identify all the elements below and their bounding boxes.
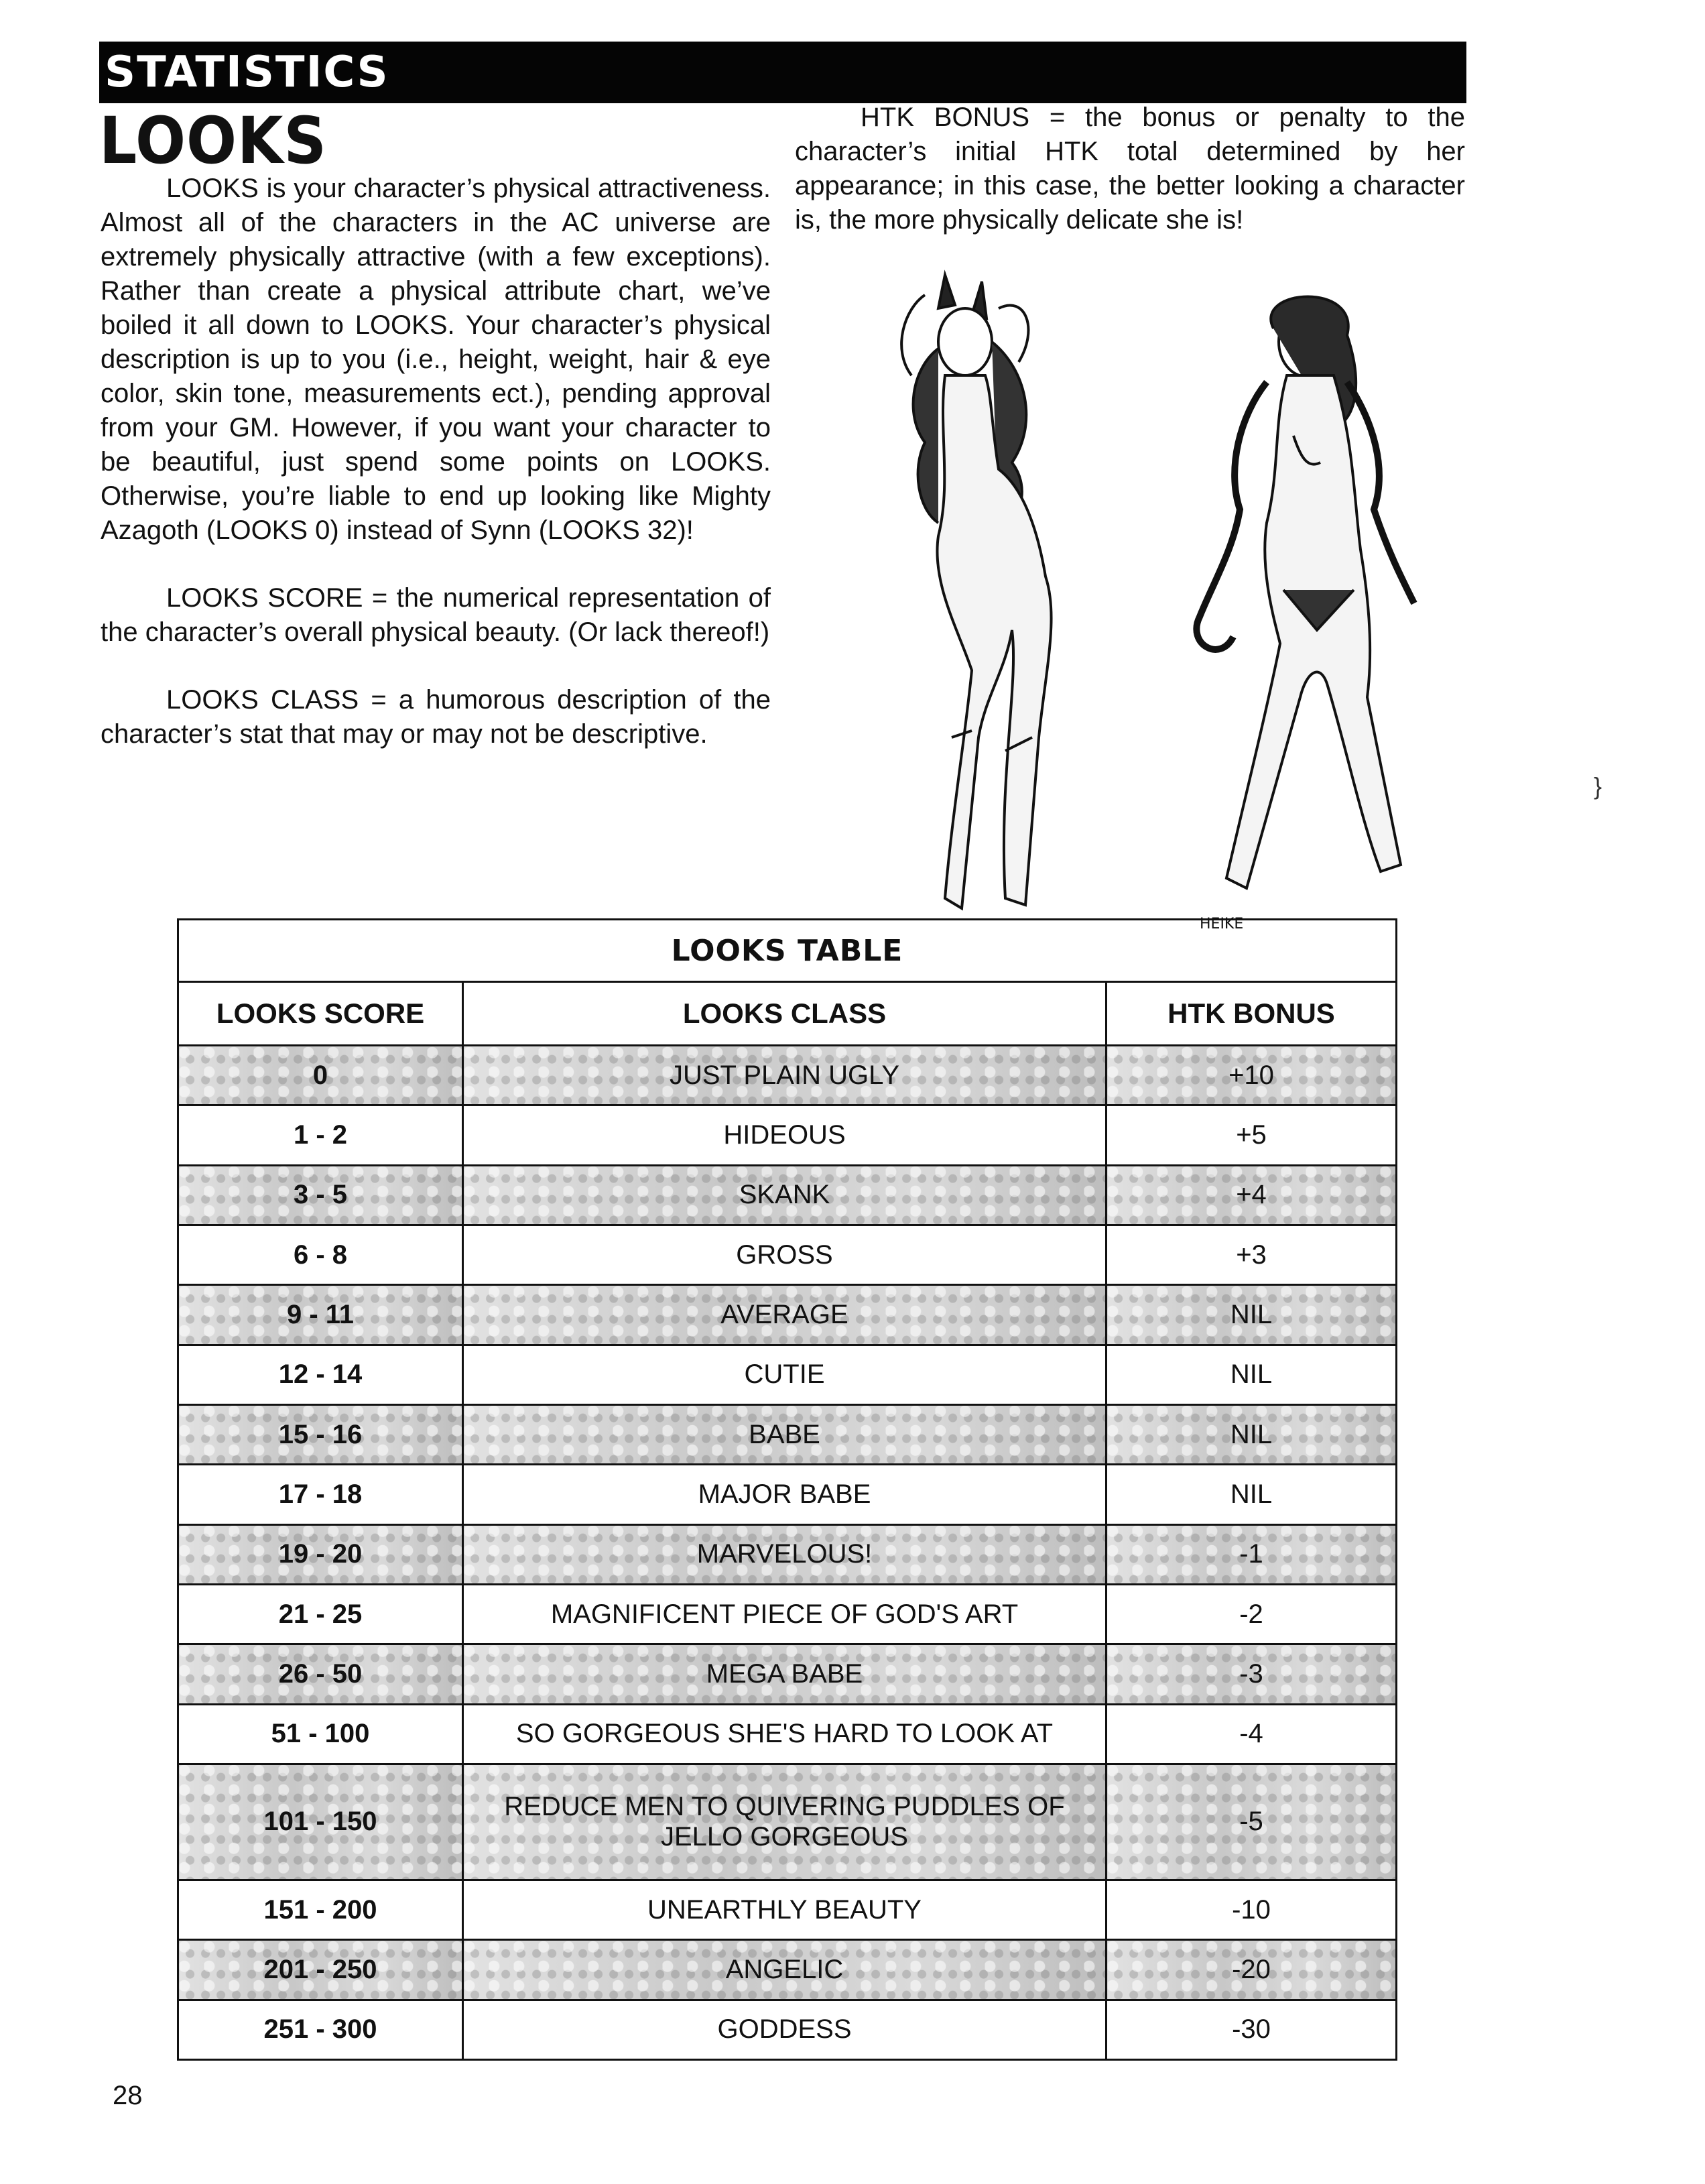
looks-score-cell: 19 - 20	[178, 1524, 463, 1584]
htk-bonus-cell: +3	[1107, 1225, 1397, 1284]
looks-class-cell: MAJOR BABE	[463, 1465, 1107, 1524]
looks-class-definition: LOOKS CLASS = a humorous description of the character’s stat that may or may not be descriptive.	[101, 685, 771, 749]
looks-class-cell: REDUCE MEN TO QUIVERING PUDDLES OF JELLO GORGEOUS	[463, 1764, 1107, 1880]
table-row	[178, 1764, 1397, 1880]
htk-bonus-cell: NIL	[1107, 1345, 1397, 1404]
header-htk-bonus: HTK BONUS	[1107, 982, 1397, 1046]
looks-score-cell: 15 - 16	[178, 1404, 463, 1464]
table-row	[178, 1704, 1397, 1764]
looks-class-cell: AVERAGE	[463, 1285, 1107, 1345]
looks-class-cell: HIDEOUS	[463, 1105, 1107, 1165]
htk-bonus-cell: -2	[1107, 1584, 1397, 1644]
table-row	[178, 1285, 1397, 1345]
htk-bonus-cell: +5	[1107, 1105, 1397, 1165]
looks-score-cell: 3 - 5	[178, 1165, 463, 1225]
looks-class-cell: GROSS	[463, 1225, 1107, 1284]
table-row	[178, 1225, 1397, 1284]
looks-class-cell: MEGA BABE	[463, 1644, 1107, 1704]
artist-signature: HEIKE	[1200, 916, 1244, 932]
looks-score-cell: 251 - 300	[178, 2000, 463, 2059]
page-title: LOOKS	[99, 103, 327, 178]
table-row	[178, 1046, 1397, 1105]
margin-mark: }	[1594, 772, 1602, 800]
looks-class-cell: ANGELIC	[463, 1940, 1107, 2000]
htk-bonus-cell: +4	[1107, 1165, 1397, 1225]
figure-right	[1196, 297, 1414, 889]
htk-bonus-cell: -1	[1107, 1524, 1397, 1584]
looks-table	[177, 918, 1395, 2061]
banner-title: STATISTICS	[105, 48, 389, 97]
htk-bonus-cell: +10	[1107, 1046, 1397, 1105]
htk-bonus-cell: NIL	[1107, 1465, 1397, 1524]
looks-class-cell: UNEARTHLY BEAUTY	[463, 1880, 1107, 1940]
table-row	[178, 1524, 1397, 1584]
table-row	[178, 1404, 1397, 1464]
table-title: LOOKS TABLE	[178, 920, 1397, 982]
header-looks-score: LOOKS SCORE	[178, 982, 463, 1046]
looks-score-cell: 26 - 50	[178, 1644, 463, 1704]
looks-score-cell: 17 - 18	[178, 1465, 463, 1524]
looks-score-cell: 101 - 150	[178, 1764, 463, 1880]
looks-class-cell: MAGNIFICENT PIECE OF GOD'S ART	[463, 1584, 1107, 1644]
header-looks-class: LOOKS CLASS	[463, 982, 1107, 1046]
htk-text-column	[795, 101, 1465, 271]
looks-score-cell: 12 - 14	[178, 1345, 463, 1404]
htk-bonus-cell: -30	[1107, 2000, 1397, 2059]
looks-class-cell: MARVELOUS!	[463, 1524, 1107, 1584]
htk-bonus-cell: -20	[1107, 1940, 1397, 2000]
htk-bonus-definition: HTK BONUS = the bonus or penalty to the character’s initial HTK total determined by her appearance; in this case, the better looking a character is, the more physically delicate she is!	[795, 103, 1465, 235]
section-banner	[99, 42, 1466, 103]
looks-class-cell: SKANK	[463, 1165, 1107, 1225]
looks-score-cell: 151 - 200	[178, 1880, 463, 1940]
htk-bonus-cell: -4	[1107, 1704, 1397, 1764]
table-row	[178, 2000, 1397, 2059]
page-number: 28	[113, 2081, 143, 2110]
table-row	[178, 1105, 1397, 1165]
looks-class-cell: CUTIE	[463, 1345, 1107, 1404]
table-row	[178, 1345, 1397, 1404]
looks-score-definition: LOOKS SCORE = the numerical representation of the character’s overall physical beauty. (Or lack thereof!)	[101, 583, 771, 647]
table-row	[178, 1465, 1397, 1524]
looks-class-cell: GODDESS	[463, 2000, 1107, 2059]
looks-class-cell: BABE	[463, 1404, 1107, 1464]
htk-bonus-cell: -3	[1107, 1644, 1397, 1704]
looks-score-cell: 201 - 250	[178, 1940, 463, 2000]
htk-bonus-cell: NIL	[1107, 1404, 1397, 1464]
looks-score-cell: 21 - 25	[178, 1584, 463, 1644]
intro-text-column	[101, 172, 771, 785]
looks-score-cell: 1 - 2	[178, 1105, 463, 1165]
looks-score-cell: 9 - 11	[178, 1285, 463, 1345]
table-row	[178, 1584, 1397, 1644]
looks-score-cell: 0	[178, 1046, 463, 1105]
table-row	[178, 1940, 1397, 2000]
looks-class-cell: JUST PLAIN UGLY	[463, 1046, 1107, 1105]
looks-description: LOOKS is your character’s physical attractiveness. Almost all of the characters in the AC universe are extremely physically attractive (with a few exceptions). Rather than create a physical attribute chart, we’ve boiled it all down to LOOKS. Your character’s physical description is up to you (i.e., height, weight, hair & eye color, skin tone, measurements ect.), pending approval from your GM. However, if you want your character to be beautiful, just spend some points on LOOKS. Otherwise, you’re liable to end up looking like Mighty Azagoth (LOOKS 0) instead of Synn (LOOKS 32)!	[101, 174, 771, 545]
table-row	[178, 1165, 1397, 1225]
looks-score-cell: 6 - 8	[178, 1225, 463, 1284]
figure-left	[901, 275, 1051, 908]
looks-score-cell: 51 - 100	[178, 1704, 463, 1764]
table-row	[178, 1880, 1397, 1940]
table-row	[178, 1644, 1397, 1704]
looks-class-cell: SO GORGEOUS SHE'S HARD TO LOOK AT	[463, 1704, 1107, 1764]
htk-bonus-cell: NIL	[1107, 1285, 1397, 1345]
htk-bonus-cell: -10	[1107, 1880, 1397, 1940]
character-illustration	[838, 268, 1474, 938]
htk-bonus-cell: -5	[1107, 1764, 1397, 1880]
